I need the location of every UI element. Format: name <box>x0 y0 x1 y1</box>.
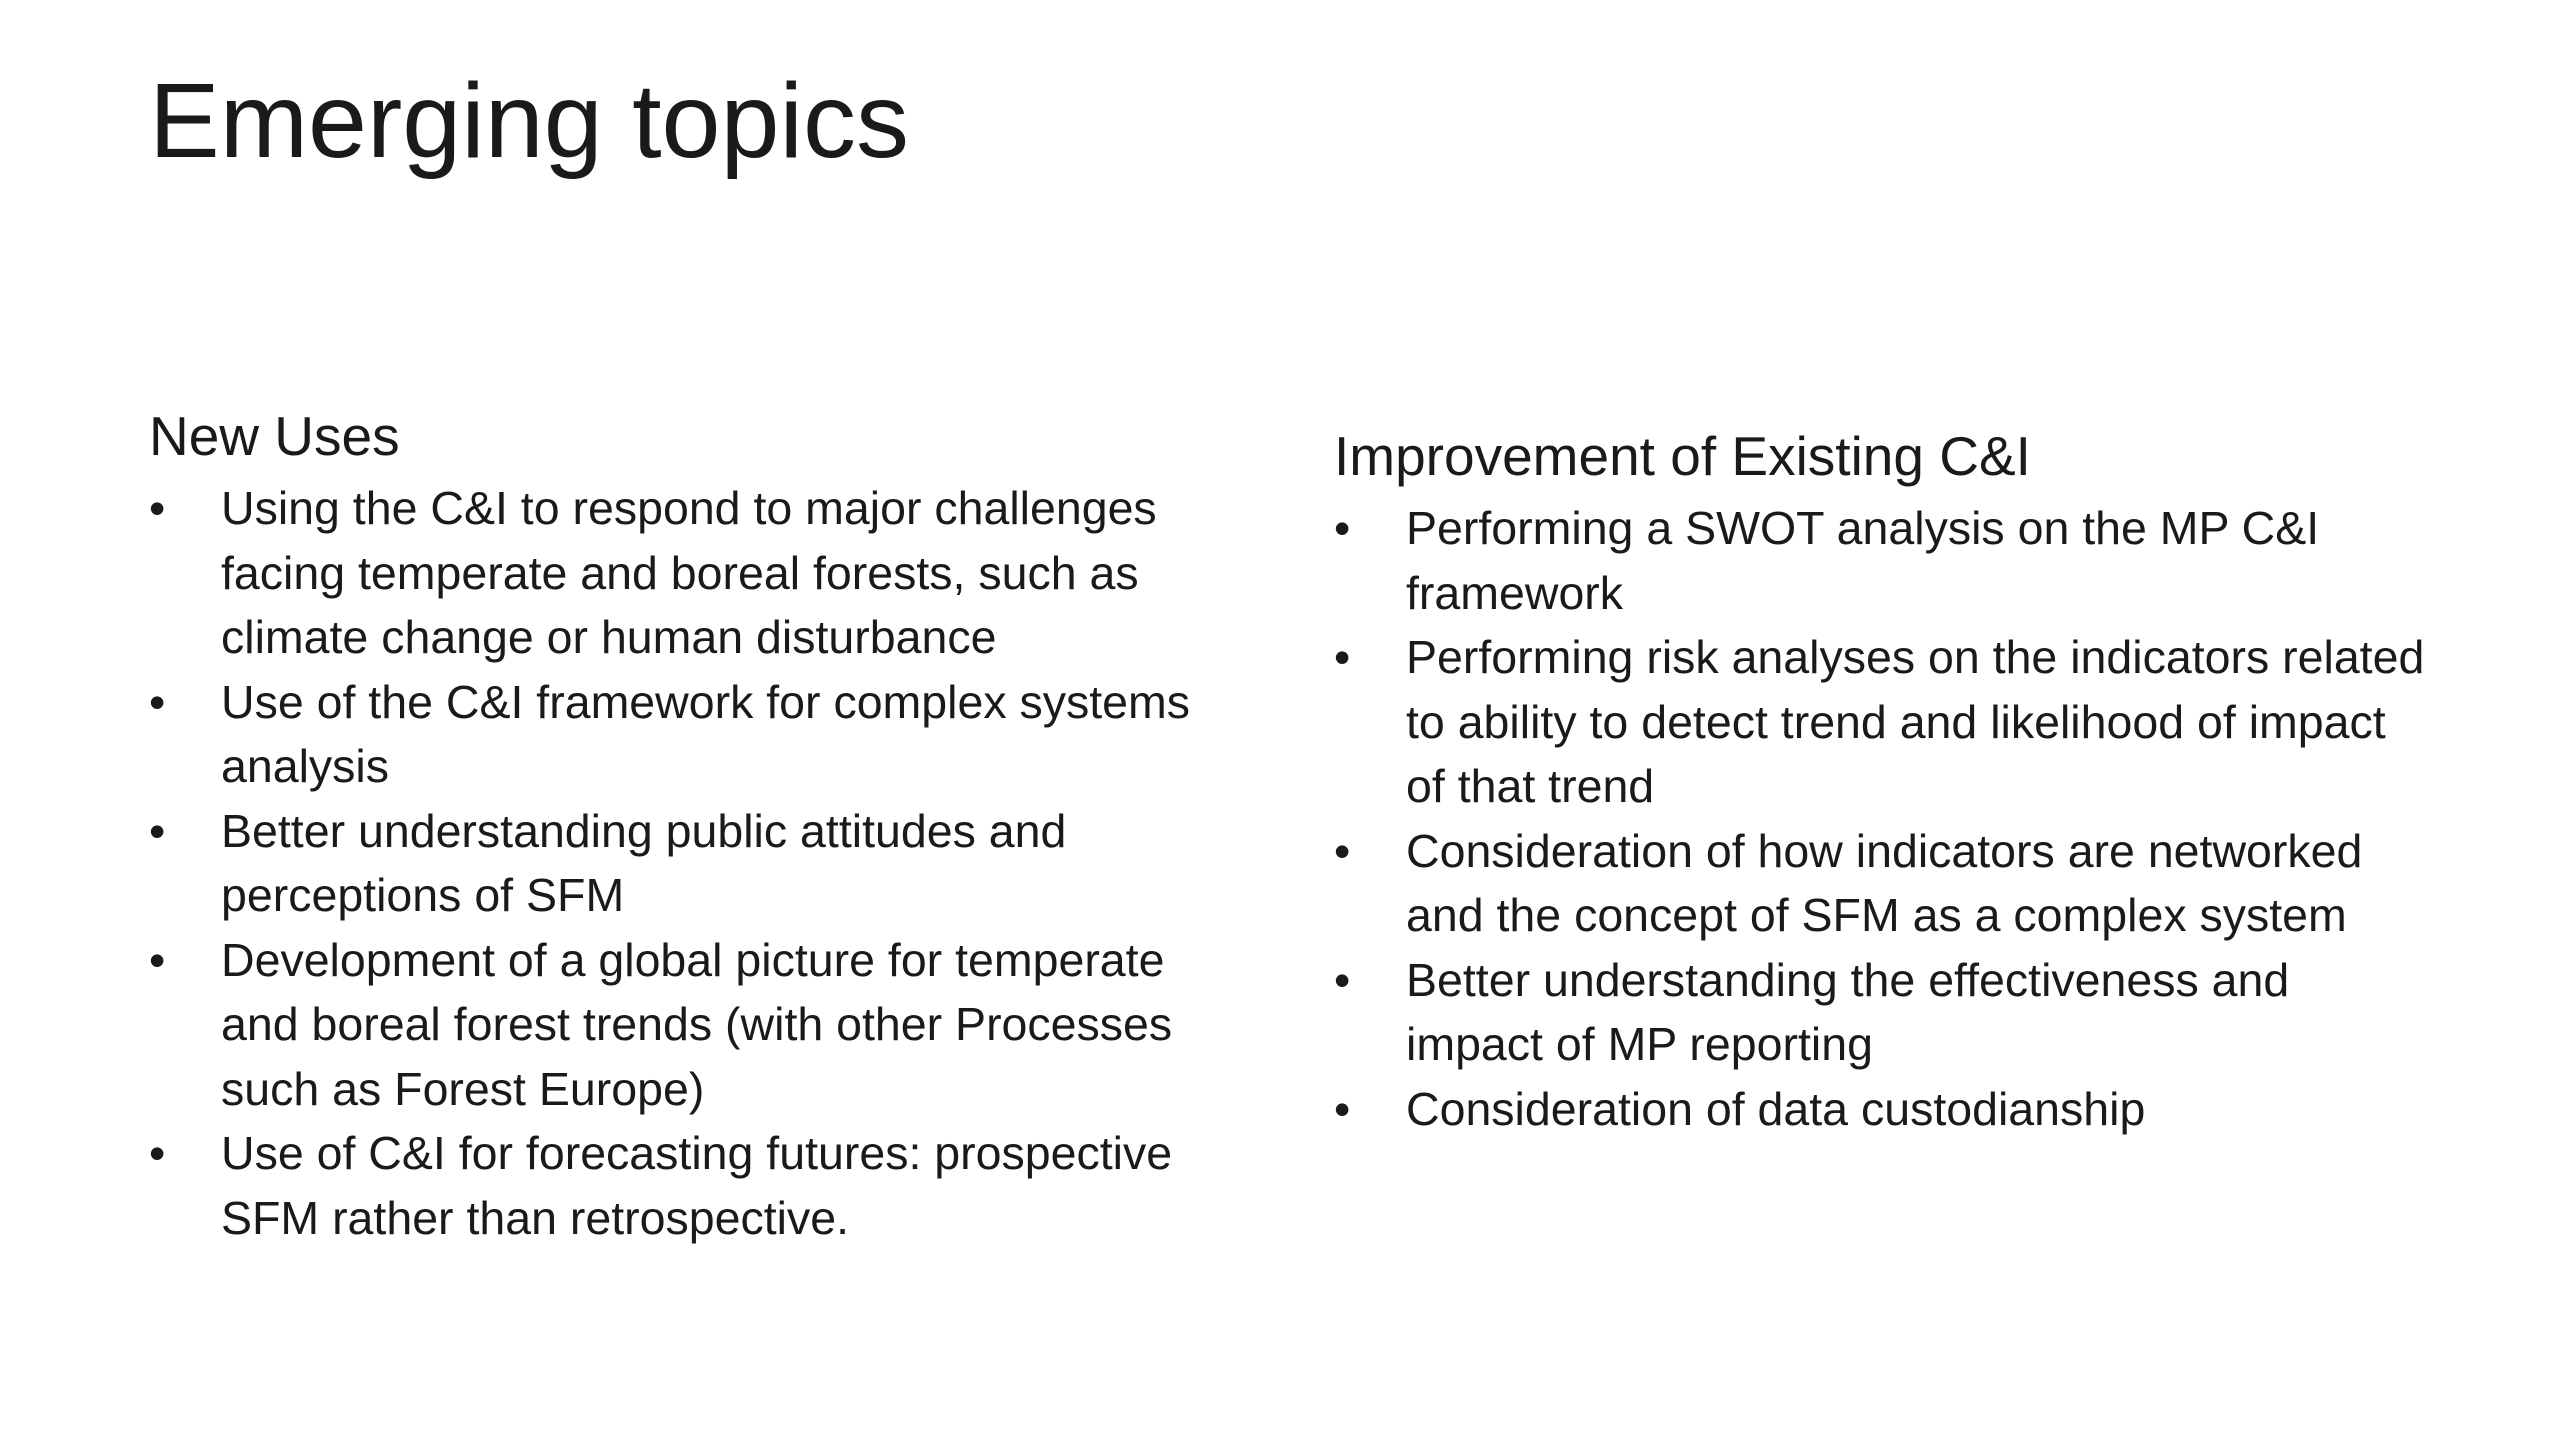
list-item <box>1334 1077 2434 1142</box>
bullet-icon: • <box>149 675 166 728</box>
improvement-column <box>1334 418 2434 1141</box>
list-item <box>149 670 1249 799</box>
bullet-icon: • <box>149 482 166 534</box>
bullet-icon: • <box>149 804 166 857</box>
list-item-text: Consideration of data custodianship <box>1406 1082 2146 1135</box>
list-item <box>149 799 1249 928</box>
list-item-text: Better understanding public attitudes and perceptions of SFM <box>221 804 1067 921</box>
new-uses-column <box>149 398 1249 1250</box>
bullet-icon: • <box>1334 631 1351 683</box>
bullet-icon: • <box>149 933 166 986</box>
list-item-text: Development of a global picture for temperate and boreal forest trends (with other Processes such as Forest Europe) <box>221 933 1173 1115</box>
list-item-text: Use of C&I for forecasting futures: prospective SFM rather than retrospective. <box>221 1127 1173 1244</box>
list-item <box>149 476 1249 670</box>
improvement-list <box>1334 496 2434 1141</box>
list-item-text: Better understanding the effectiveness and impact of MP reporting <box>1406 953 2290 1070</box>
list-item <box>1334 496 2434 625</box>
list-item <box>149 928 1249 1122</box>
improvement-heading: Improvement of Existing C&I <box>1334 425 2031 487</box>
list-item <box>149 1121 1249 1250</box>
slide-title: Emerging topics <box>149 62 910 180</box>
new-uses-heading: New Uses <box>149 405 400 467</box>
bullet-icon: • <box>1334 824 1351 877</box>
bullet-icon: • <box>149 1127 166 1179</box>
list-item-text: Performing risk analyses on the indicators related to ability to detect trend and likelihood of impact of that trend <box>1406 631 2425 812</box>
bullet-icon: • <box>1334 1082 1351 1135</box>
bullet-icon: • <box>1334 502 1351 554</box>
list-item <box>1334 948 2434 1077</box>
new-uses-list <box>149 476 1249 1250</box>
list-item-text: Performing a SWOT analysis on the MP C&I framework <box>1406 502 2320 619</box>
bullet-icon: • <box>1334 953 1351 1006</box>
list-item-text: Using the C&I to respond to major challenges facing temperate and boreal forests, such as climate change or human disturbance <box>221 482 1157 663</box>
list-item <box>1334 625 2434 819</box>
list-item <box>1334 819 2434 948</box>
list-item-text: Consideration of how indicators are networked and the concept of SFM as a complex system <box>1406 824 2363 941</box>
list-item-text: Use of the C&I framework for complex systems analysis <box>221 675 1191 792</box>
